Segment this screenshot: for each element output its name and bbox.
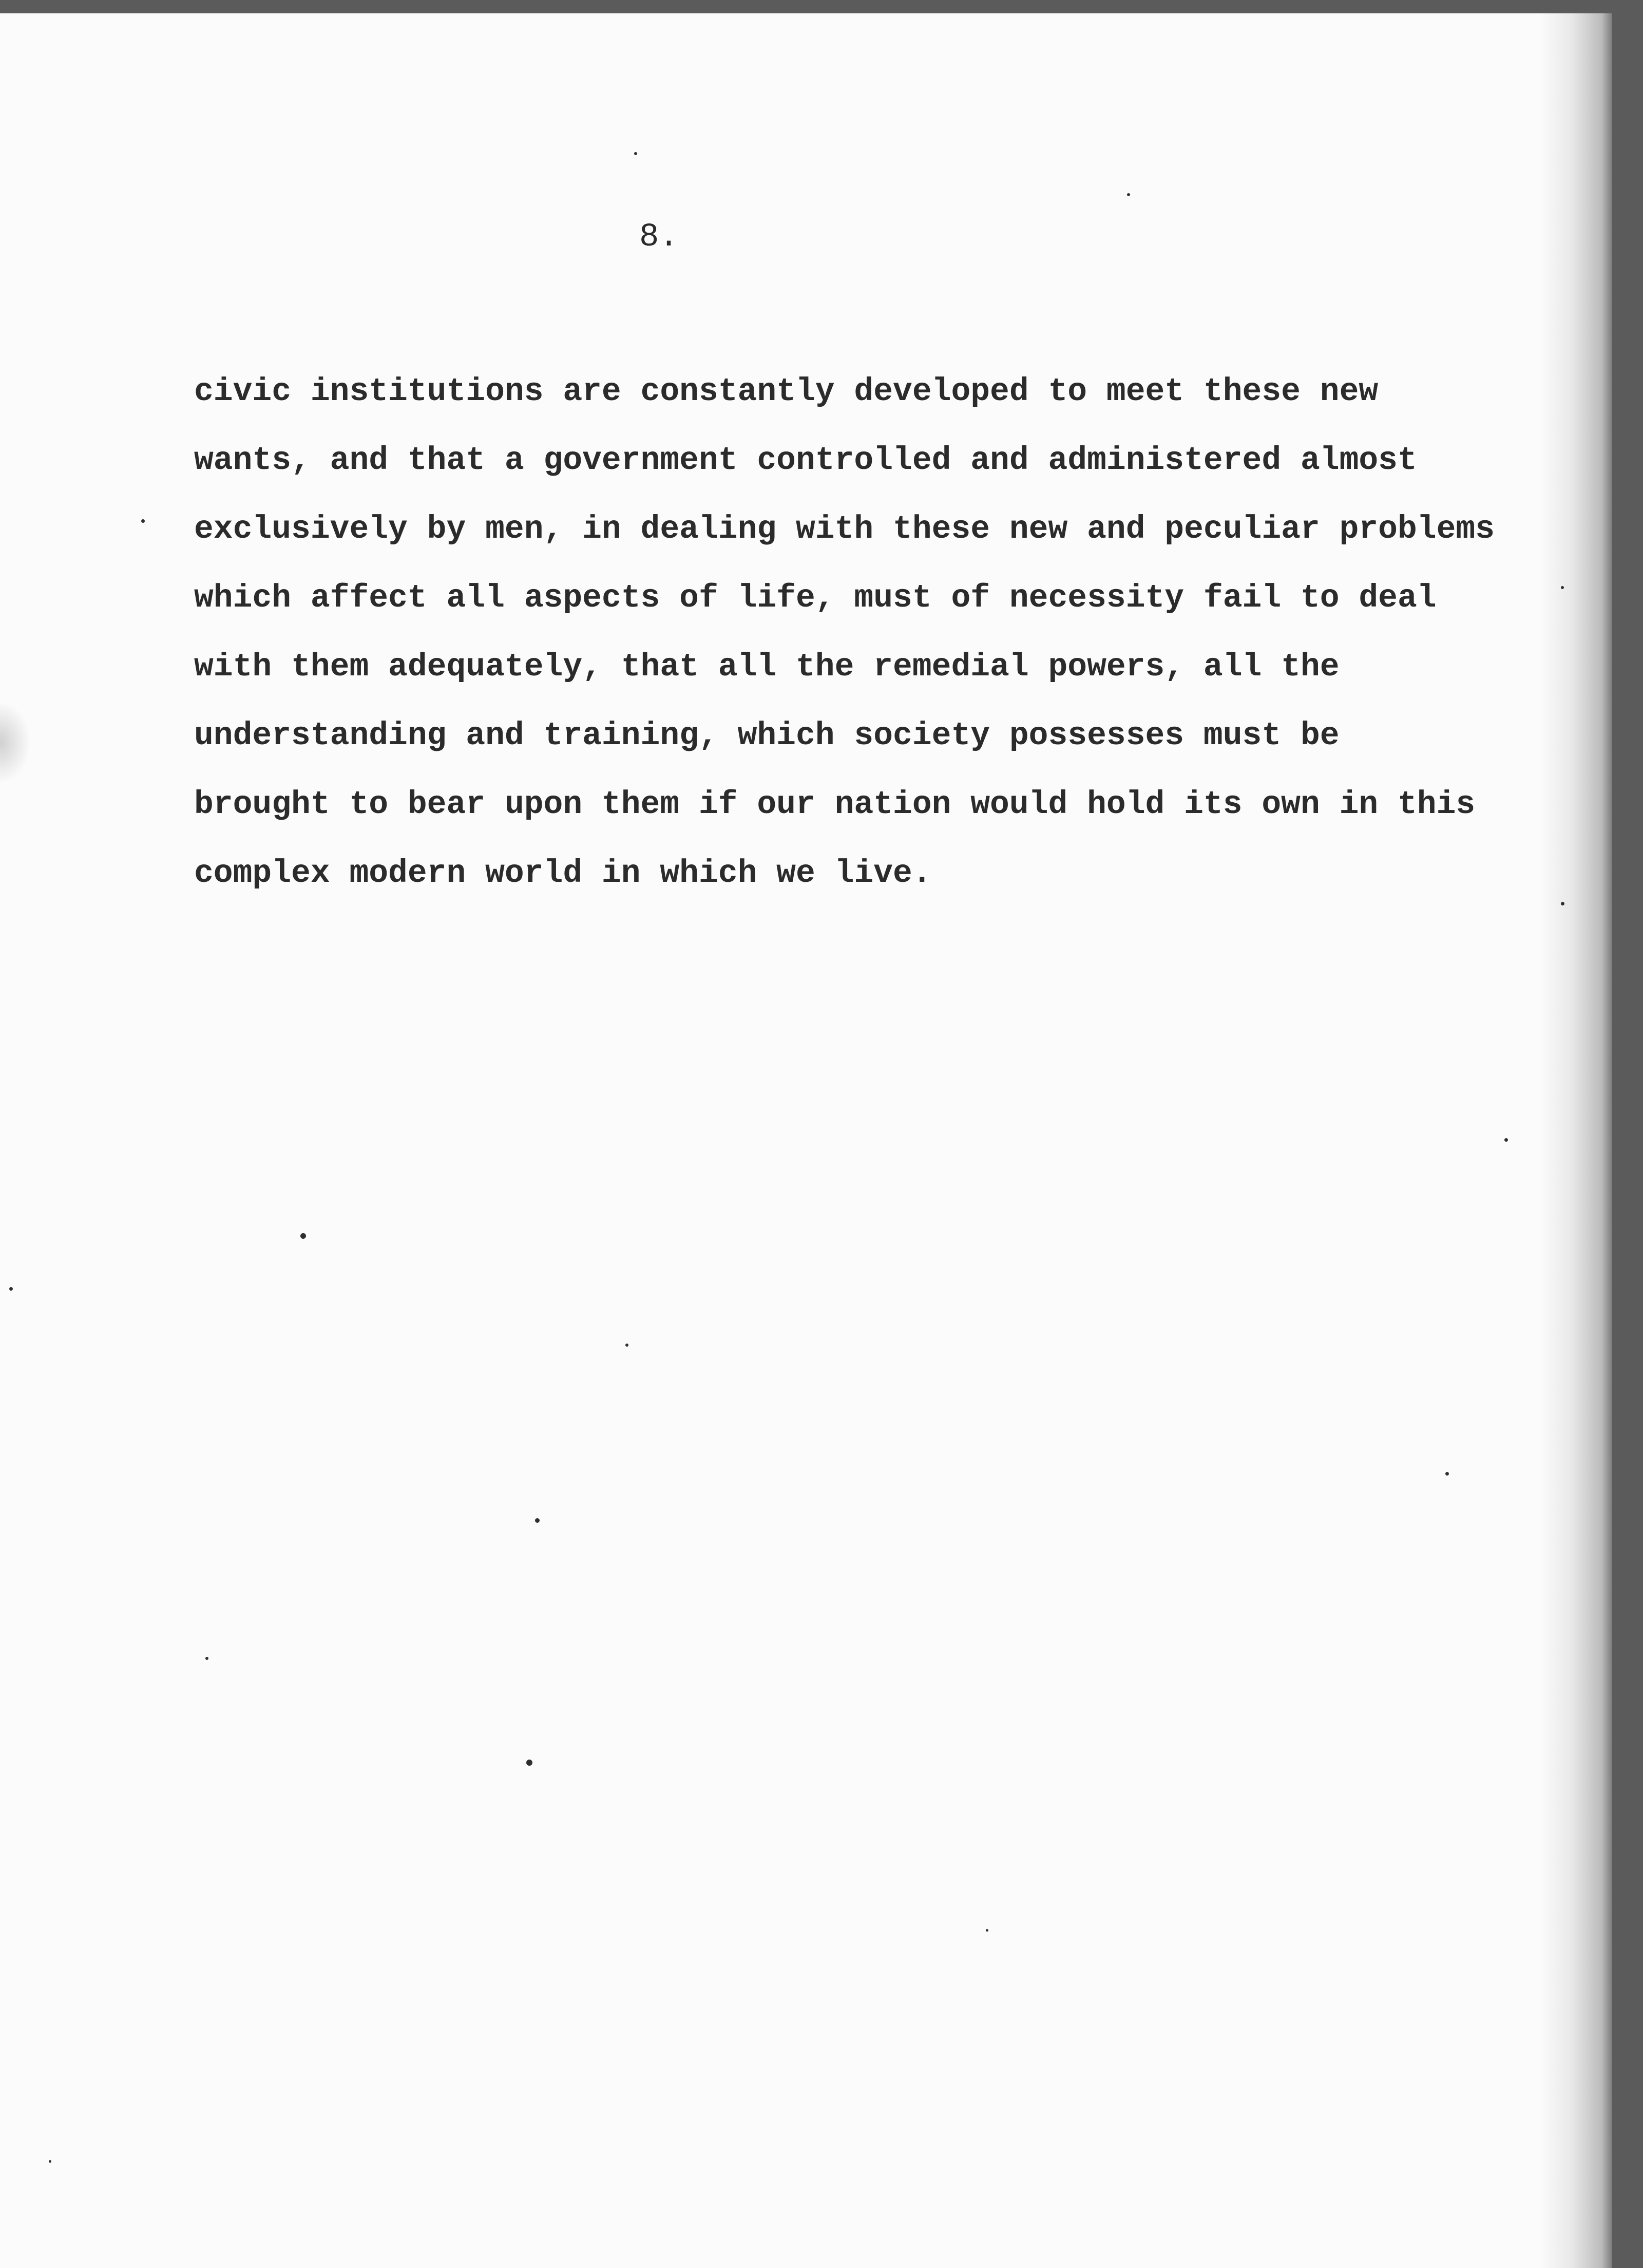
dust-speck xyxy=(535,1518,540,1523)
dust-speck xyxy=(625,1344,628,1347)
dust-speck xyxy=(1561,586,1564,589)
text-line: complex modern world in which we live. xyxy=(194,855,932,892)
dust-speck xyxy=(49,2160,51,2163)
typed-page xyxy=(0,13,1612,2268)
text-line: with them adequately, that all the remedial powers, all the xyxy=(194,649,1340,685)
dust-speck xyxy=(634,152,637,155)
text-line: exclusively by men, in dealing with these new and peculiar problems xyxy=(194,511,1495,547)
dust-speck xyxy=(1127,193,1130,196)
dust-speck xyxy=(1445,1472,1449,1476)
text-line: brought to bear upon them if our nation would hold its own in this xyxy=(194,786,1476,823)
dust-speck xyxy=(205,1657,208,1660)
text-line: civic institutions are constantly developed to meet these new xyxy=(194,373,1379,410)
page-smudge xyxy=(0,702,31,784)
page-number: 8. xyxy=(639,219,679,256)
dust-speck xyxy=(986,1929,988,1932)
text-line: wants, and that a government controlled and administered almost xyxy=(194,442,1417,479)
dust-speck xyxy=(300,1233,306,1239)
dust-speck xyxy=(1561,902,1564,905)
dust-speck xyxy=(9,1287,13,1291)
dust-speck xyxy=(1504,1138,1508,1142)
dust-speck xyxy=(526,1760,532,1766)
body-paragraph xyxy=(194,357,1508,908)
dust-speck xyxy=(141,519,145,523)
page-edge-shadow xyxy=(1540,13,1612,2268)
text-line: understanding and training, which society possesses must be xyxy=(194,717,1340,754)
text-line: which affect all aspects of life, must of necessity fail to deal xyxy=(194,580,1437,616)
